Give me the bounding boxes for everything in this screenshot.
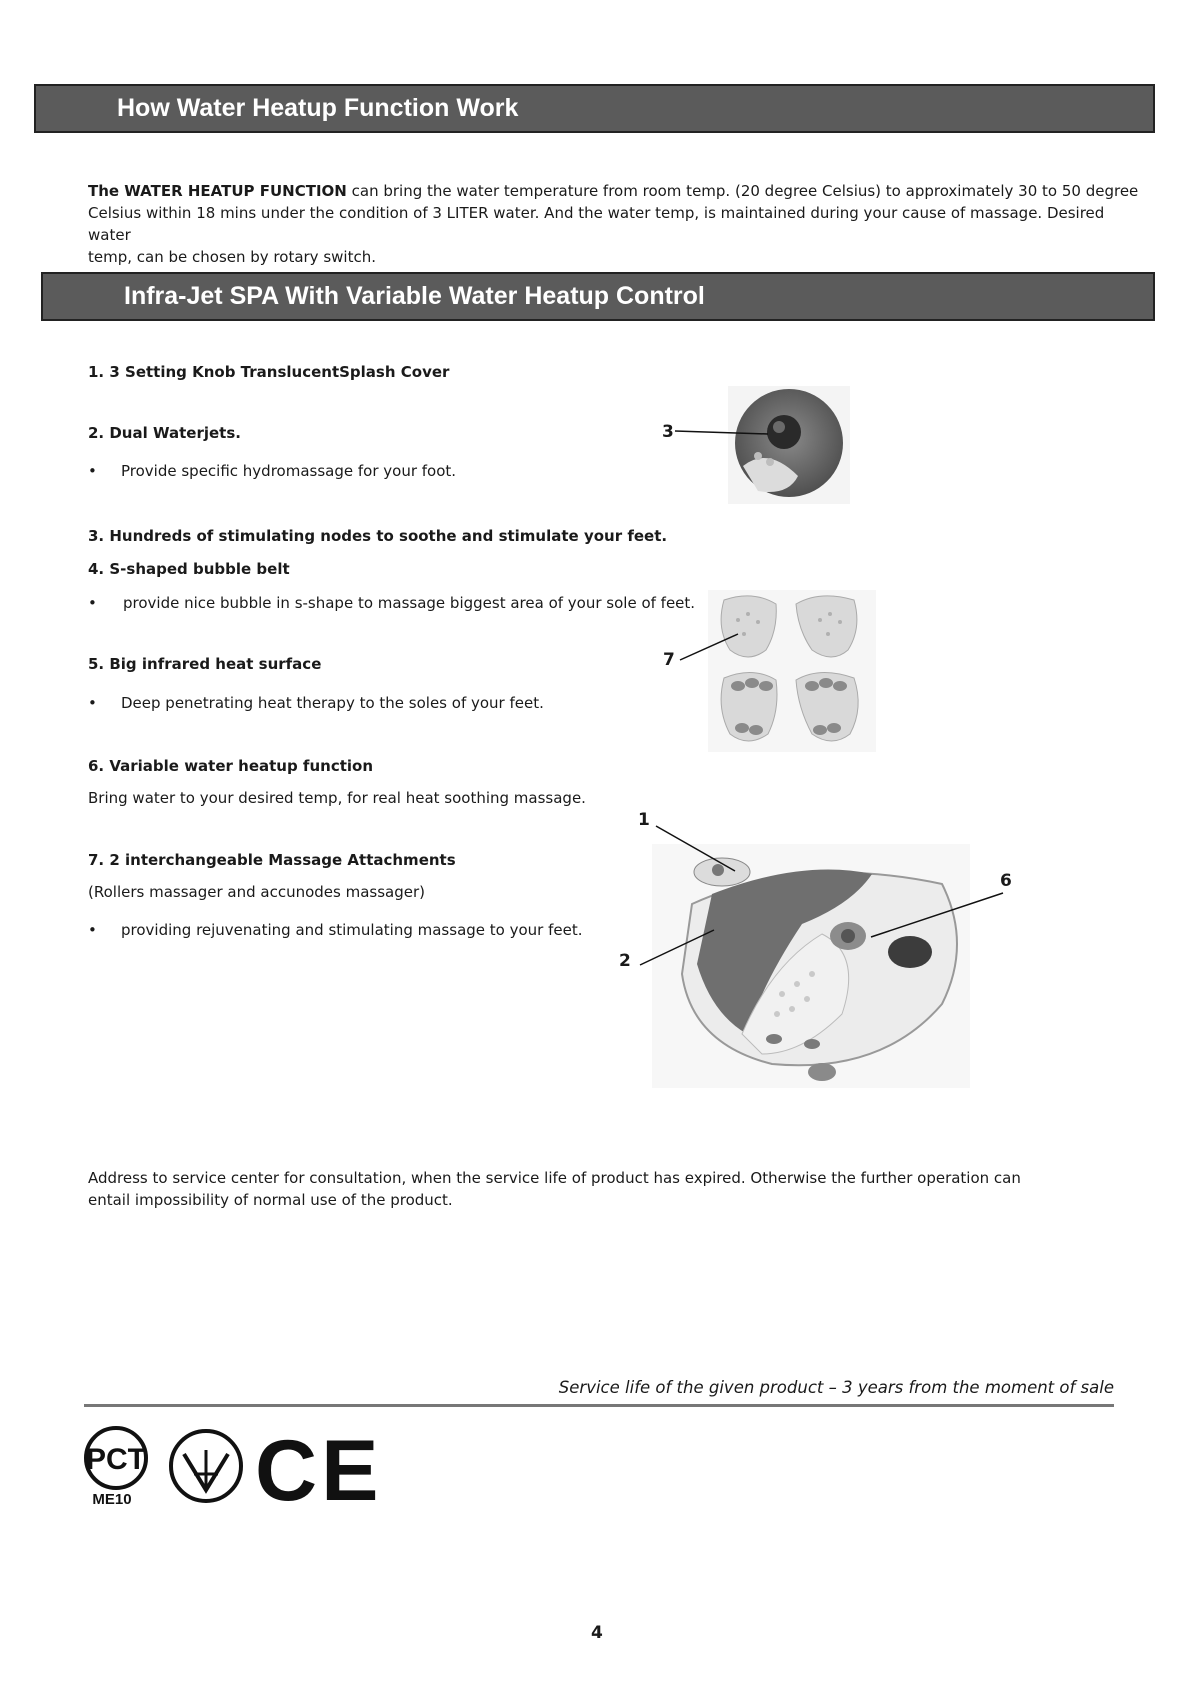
item-1-title: 1. 3 Setting Knob TranslucentSplash Cover <box>88 363 450 381</box>
item-4-title: 4. S-shaped bubble belt <box>88 560 290 578</box>
item-6-title: 6. Variable water heatup function <box>88 757 373 775</box>
service-life-text: Service life of the given product – 3 years from the moment of sale <box>558 1378 1114 1397</box>
bullet-text: providing rejuvenating and stimulating massage to your feet. <box>121 921 583 939</box>
bullet-dot: • <box>88 921 97 939</box>
pct-logo-text: PCT <box>86 1443 146 1476</box>
bullet-text: Deep penetrating heat therapy to the soles of your feet. <box>121 694 544 712</box>
item-6-text: Bring water to your desired temp, for real heat soothing massage. <box>88 789 586 807</box>
bullet-dot: • <box>88 462 97 480</box>
callout-6: 6 <box>1000 871 1012 891</box>
service-note <box>88 1167 1148 1211</box>
ce-mark-text: CE <box>255 1423 383 1519</box>
page-number: 4 <box>591 1623 603 1643</box>
service-note-line-1: Address to service center for consultation, when the service life of product has expired. Otherwise the further operation can <box>88 1169 1021 1187</box>
pct-code-text: ME10 <box>92 1491 132 1508</box>
intro-line-1: can bring the water temperature from room temp. (20 degree Celsius) to approximately 30 to 50 degree <box>346 182 1139 200</box>
ukraine-certification-icon <box>168 1428 246 1506</box>
callout-7: 7 <box>663 650 675 670</box>
bullet-text: provide nice bubble in s-shape to massage biggest area of your sole of feet. <box>123 594 696 612</box>
bullet-dot: • <box>88 594 97 612</box>
intro-line-2: Celsius within 18 mins under the condition of 3 LITER water. And the water temp, is maintained during your cause of massage. Desired water <box>88 204 1105 244</box>
intro-line-3: temp, can be chosen by rotary switch. <box>88 248 376 266</box>
service-note-line-2: entail impossibility of normal use of the product. <box>88 1191 453 1209</box>
item-7-text: (Rollers massager and accunodes massager) <box>88 883 425 901</box>
intro-bold: The WATER HEATUP FUNCTION <box>88 182 347 200</box>
item-3-title: 3. Hundreds of stimulating nodes to soothe and stimulate your feet. <box>88 527 668 545</box>
section-heading-text: How Water Heatup Function Work <box>117 94 519 122</box>
callout-2: 2 <box>619 951 631 971</box>
section-heading-text: Infra-Jet SPA With Variable Water Heatup Control <box>124 282 705 310</box>
item-7-title: 7. 2 interchangeable Massage Attachments <box>88 851 456 869</box>
bullet-text: Provide specific hydromassage for your foot. <box>121 462 457 480</box>
item-2-title: 2. Dual Waterjets. <box>88 424 241 442</box>
pct-certification-logo <box>82 1424 178 1506</box>
divider <box>84 1404 1114 1407</box>
callout-3: 3 <box>662 422 674 442</box>
item-5-title: 5. Big infrared heat surface <box>88 655 322 673</box>
ce-mark-icon <box>255 1423 383 1519</box>
callout-1: 1 <box>638 810 650 830</box>
bullet-dot: • <box>88 694 97 712</box>
